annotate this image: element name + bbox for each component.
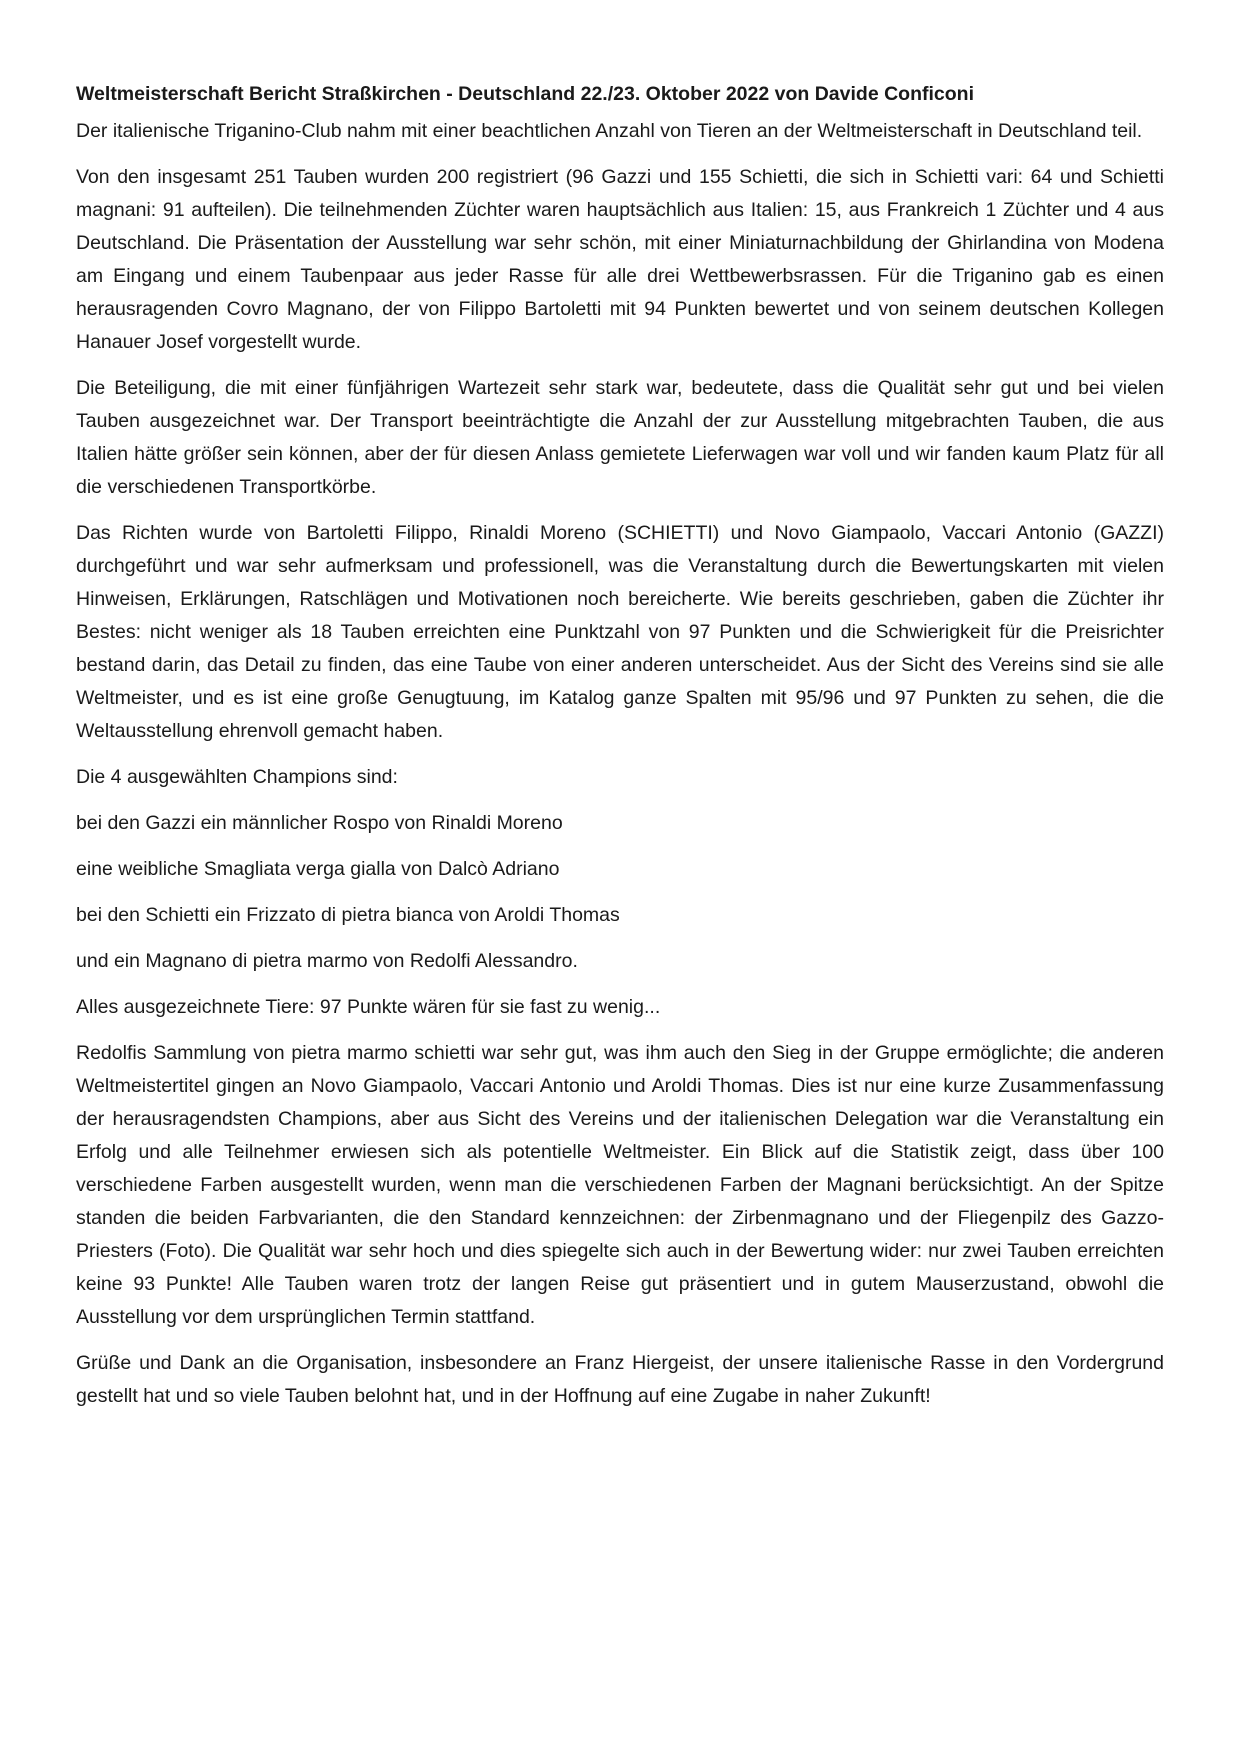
paragraph-participation: Die Beteiligung, die mit einer fünfjährigen Wartezeit sehr stark war, bedeutete, dass die Qualität sehr gut und bei vielen Tauben ausgezeichnet war. Der Transport beeinträchtigte die Anzahl der zur Ausstellung mitgebrachten Tauben, die aus Italien hätte größer sein können, aber der für diesen Anlass gemietete Lieferwagen war voll und wir fanden kaum Platz für all die verschiedenen Transportkörbe. <box>76 377 1164 498</box>
paragraph-excellent-animals: Alles ausgezeichnete Tiere: 97 Punkte wären für sie fast zu wenig... <box>76 996 661 1018</box>
champion-item-2: eine weibliche Smagliata verga gialla von Dalcò Adriano <box>76 858 560 880</box>
paragraph-summary: Redolfis Sammlung von pietra marmo schietti war sehr gut, was ihm auch den Sieg in der Gruppe ermöglichte; die anderen Weltmeistertitel gingen an Novo Giampaolo, Vaccari Antonio und Aroldi Thomas. Dies ist nur eine kurze Zusammenfassung der herausragendsten Champions, aber aus Sicht des Vereins und der italienischen Delegation war die Veranstaltung ein Erfolg und alle Teilnehmer erwiesen sich als potentielle Weltmeister. Ein Blick auf die Statistik zeigt, dass über 100 verschiedene Farben ausgestellt wurden, wenn man die verschiedenen Farben der Magnani berücksichtigt. An der Spitze standen die beiden Farbvarianten, die den Standard kennzeichnen: der Zirbenmagnano und der Fliegenpilz des Gazzo-Priesters (Foto). Die Qualität war sehr hoch und dies spiegelte sich auch in der Bewertung wider: nur zwei Tauben erreichten keine 93 Punkte! Alle Tauben waren trotz der langen Reise gut präsentiert und in gutem Mauserzustand, obwohl die Ausstellung vor dem ursprünglichen Termin stattfand. <box>76 1042 1164 1328</box>
paragraph-champions-intro: Die 4 ausgewählten Champions sind: <box>76 766 398 788</box>
document-title: Weltmeisterschaft Bericht Straßkirchen - Deutschland 22./23. Oktober 2022 von Davide Conficoni <box>76 83 974 105</box>
champion-item-1: bei den Gazzi ein männlicher Rospo von Rinaldi Moreno <box>76 812 563 834</box>
paragraph-registration: Von den insgesamt 251 Tauben wurden 200 registriert (96 Gazzi und 155 Schietti, die sich in Schietti vari: 64 und Schietti magnani: 91 aufteilen). Die teilnehmenden Züchter waren hauptsächlich aus Italien: 15, aus Frankreich 1 Züchter und 4 aus Deutschland. Die Präsentation der Ausstellung war sehr schön, mit einer Miniaturnachbildung der Ghirlandina von Modena am Eingang und einem Taubenpaar aus jeder Rasse für alle drei Wettbewerbsrassen. Für die Triganino gab es einen herausragenden Covro Magnano, der von Filippo Bartoletti mit 94 Punkten bewertet und von seinem deutschen Kollegen Hanauer Josef vorgestellt wurde. <box>76 166 1164 353</box>
champion-item-3: bei den Schietti ein Frizzato di pietra bianca von Aroldi Thomas <box>76 904 620 926</box>
paragraph-thanks: Grüße und Dank an die Organisation, insbesondere an Franz Hiergeist, der unsere italienische Rasse in den Vordergrund gestellt hat und so viele Tauben belohnt hat, und in der Hoffnung auf eine Zugabe in naher Zukunft! <box>76 1352 1164 1407</box>
paragraph-judging: Das Richten wurde von Bartoletti Filippo, Rinaldi Moreno (SCHIETTI) und Novo Giampaolo, Vaccari Antonio (GAZZI) durchgeführt und war sehr aufmerksam und professionell, was die Veranstaltung durch die Bewertungskarten mit vielen Hinweisen, Erklärungen, Ratschlägen und Motivationen noch bereicherte. Wie bereits geschrieben, gaben die Züchter ihr Bestes: nicht weniger als 18 Tauben erreichten eine Punktzahl von 97 Punkten und die Schwierigkeit für die Preisrichter bestand darin, das Detail zu finden, das eine Taube von einer anderen unterscheidet. Aus der Sicht des Vereins sind sie alle Weltmeister, und es ist eine große Genugtuung, im Katalog ganze Spalten mit 95/96 und 97 Punkten zu sehen, die die Weltausstellung ehrenvoll gemacht haben. <box>76 522 1164 742</box>
paragraph-intro: Der italienische Triganino-Club nahm mit einer beachtlichen Anzahl von Tieren an der Weltmeisterschaft in Deutschland teil. <box>76 120 1143 142</box>
document-page <box>76 78 1164 1426</box>
champion-item-4: und ein Magnano di pietra marmo von Redolfi Alessandro. <box>76 950 578 972</box>
